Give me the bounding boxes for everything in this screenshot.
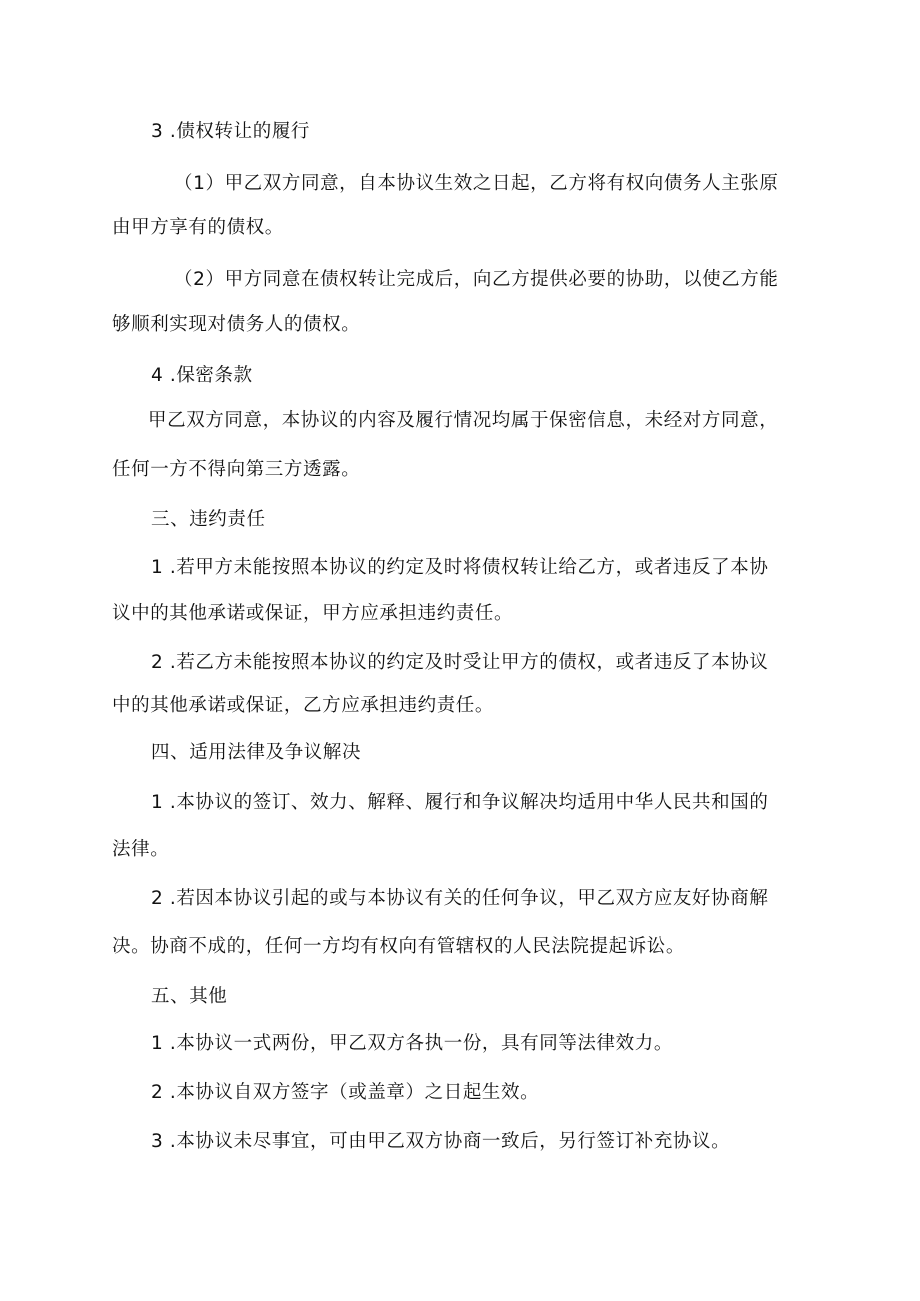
paragraph-line: 1 .本协议一式两份，甲乙双方各执一份，具有同等法律效力。 xyxy=(151,1033,673,1054)
paragraph-line: 决。协商不成的，任何一方均有权向有管辖权的人民法院提起诉讼。 xyxy=(112,936,686,957)
paragraph-line: 2 .本协议自双方签字（或盖章）之日起生效。 xyxy=(151,1082,540,1103)
paragraph-line: 甲乙双方同意，本协议的内容及履行情况均属于保密信息，未经对方同意， xyxy=(148,410,779,431)
paragraph-line: 2 .若乙方未能按照本协议的约定及时受让甲方的债权，或者违反了本协议 xyxy=(151,652,769,673)
section-heading-liability: 三、违约责任 xyxy=(151,509,266,530)
section-heading-performance: 3 .债权转让的履行 xyxy=(151,121,311,142)
paragraph-line: 够顺利实现对债务人的债权。 xyxy=(112,314,361,335)
paragraph-line: 任何一方不得向第三方透露。 xyxy=(112,459,361,480)
paragraph-line: 法律。 xyxy=(112,839,170,860)
paragraph-line: 1 .若甲方未能按照本协议的约定及时将债权转让给乙方，或者违反了本协 xyxy=(151,557,769,578)
paragraph-line: （2）甲方同意在债权转让完成后，向乙方提供必要的协助，以使乙方能 xyxy=(174,269,779,290)
section-heading-confidentiality: 4 .保密条款 xyxy=(151,365,253,386)
paragraph-line: 1 .本协议的签订、效力、解释、履行和争议解决均适用中华人民共和国的 xyxy=(151,792,769,813)
paragraph-line: 中的其他承诺或保证，乙方应承担违约责任。 xyxy=(112,695,495,716)
paragraph-line: 议中的其他承诺或保证，甲方应承担违约责任。 xyxy=(112,603,514,624)
paragraph-line: 3 .本协议未尽事宜，可由甲乙双方协商一致后，另行签订补充协议。 xyxy=(151,1131,731,1152)
paragraph-line: 由甲方享有的债权。 xyxy=(112,217,284,238)
paragraph-line: （1）甲乙双方同意，自本协议生效之日起，乙方将有权向债务人主张原 xyxy=(174,173,779,194)
section-heading-law: 四、适用法律及争议解决 xyxy=(151,742,362,763)
section-heading-other: 五、其他 xyxy=(151,986,228,1007)
paragraph-line: 2 .若因本协议引起的或与本协议有关的任何争议，甲乙双方应友好协商解 xyxy=(151,888,769,909)
